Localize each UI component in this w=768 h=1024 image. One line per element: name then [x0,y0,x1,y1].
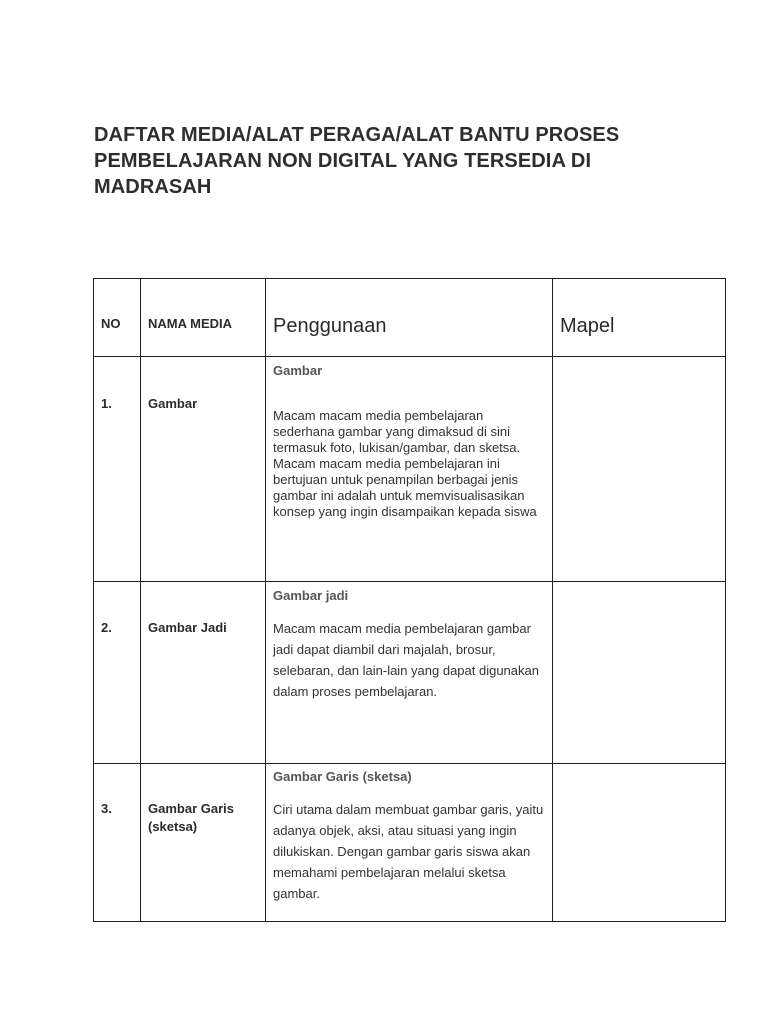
cell-nama-media [141,582,266,764]
penggunaan-title: Gambar jadi [273,588,349,603]
penggunaan-title: Gambar Garis (sketsa) [273,769,412,784]
header-cell-no [94,279,141,357]
cell-penggunaan [266,357,553,582]
header-cell-nama-media [141,279,266,357]
table-header-row [94,279,726,357]
cell-no [94,764,141,922]
penggunaan-title: Gambar [273,363,323,378]
row-number: 2. [101,620,112,635]
cell-penggunaan [266,582,553,764]
cell-no [94,357,141,582]
table-row [94,582,726,764]
cell-no [94,582,141,764]
cell-mapel [553,357,726,582]
penggunaan-description: Ciri utama dalam membuat gambar garis, yaitu adanya objek, aksi, atau situasi yang ingin dilukiskan. Dengan gambar garis siswa akan memahami pembelajaran melalui sketsa gambar. [273,802,544,901]
media-table [93,278,726,922]
table-row [94,764,726,922]
header-mapel: Mapel [560,315,615,337]
table-row [94,357,726,582]
header-cell-mapel [553,279,726,357]
cell-mapel [553,764,726,922]
header-nama-media: NAMA MEDIA [148,316,233,331]
media-name: Gambar [148,396,198,411]
row-number: 1. [101,396,112,411]
cell-nama-media [141,764,266,922]
header-penggunaan: Penggunaan [273,315,387,337]
header-cell-penggunaan [266,279,553,357]
row-number: 3. [101,801,112,816]
header-no: NO [101,316,121,331]
cell-nama-media [141,357,266,582]
penggunaan-description: Macam macam media pembelajaran sederhana gambar yang dimaksud di sini termasuk foto, lukisan/gambar, dan sketsa. Macam macam media pembelajaran ini bertujuan untuk penampilan berbagai jenis gambar ini adalah untuk memvisualisasikan konsep yang ingin disampaikan kepada siswa [273,408,537,519]
media-name: Gambar Garis (sketsa) [148,801,234,834]
cell-penggunaan [266,764,553,922]
page-title: DAFTAR MEDIA/ALAT PERAGA/ALAT BANTU PROSES PEMBELAJARAN NON DIGITAL YANG TERSEDIA DI MADRASAH [94,124,620,198]
media-name: Gambar Jadi [148,620,227,635]
cell-mapel [553,582,726,764]
penggunaan-description: Macam macam media pembelajaran gambar jadi dapat diambil dari majalah, brosur, selebaran, dan lain-lain yang dapat digunakan dalam proses pembelajaran. [273,621,539,699]
